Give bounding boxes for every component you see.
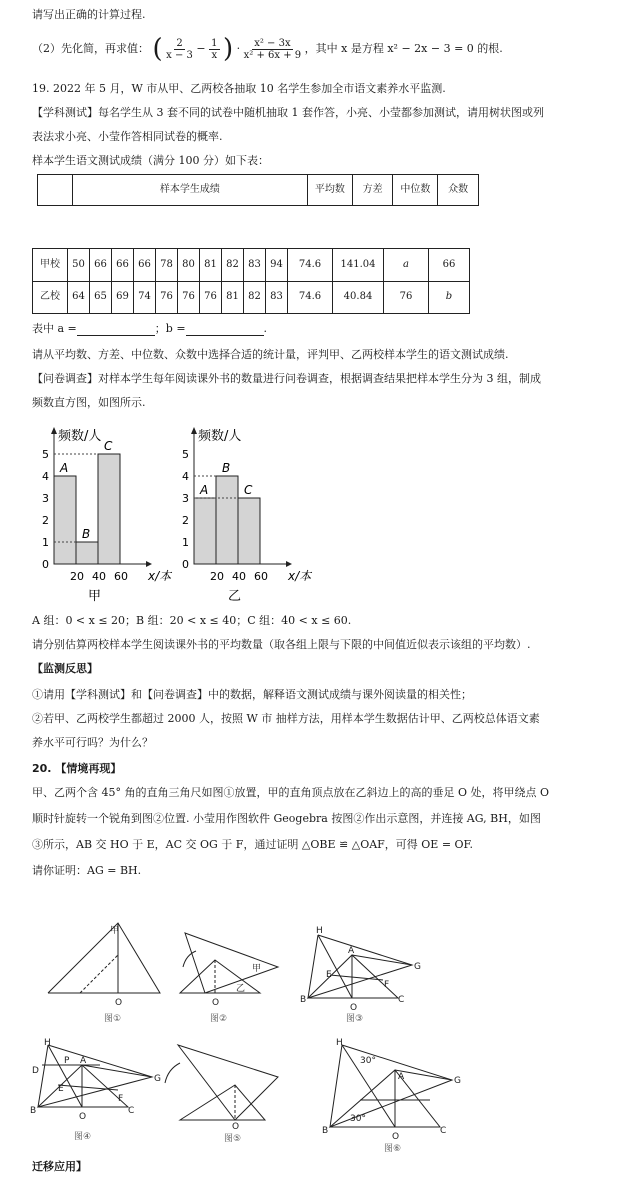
bar-label: A [60,461,69,475]
header-table [37,174,479,206]
q19-intro: 19. 2022 年 5 月，W 市从甲、乙两校各抽取 10 名学生参加全市语文素养水平监测. [32,82,446,95]
fraction-1: $\frac{2}{x - 3}$ [166,37,193,61]
q19-reflect-title: 【监测反思】 [32,662,98,675]
y-axis-label: 频数/人 [198,429,242,444]
figure-1 [48,923,160,993]
answer-blank-b[interactable] [186,325,264,336]
y-tick-label: 4 [42,470,49,483]
caption-fig4: 图④ [74,1132,92,1142]
y-tick-label: 2 [42,514,49,527]
bar-label: A [200,483,209,497]
fraction-3: $\frac{\text{x² − 3x}}{\text{x² + 6x + 9}}$ [243,37,302,61]
svg-text:O: O [350,1003,358,1013]
x-axis-arrow [146,561,152,567]
q19-groups-line: A 组：0 < x ≤ 20；B 组：20 < x ≤ 40；C 组：40 < x ≤ 60. [32,614,352,627]
svg-text:H: H [316,926,323,936]
minus-sign: − [196,42,206,55]
svg-text:O: O [232,1122,240,1132]
q20-line2: 顺时针旋转一个锐角到图②位置. 小莹用作图软件 Geogebra 按图②作出示意图，并连接 AG, BH，如图 [32,812,541,825]
y-axis-label: 频数/人 [58,429,102,444]
header-cell: 中位数 [393,175,438,206]
bar-label: C [244,483,253,497]
svg-text:G: G [454,1076,461,1086]
bar [238,498,260,564]
svg-text:E: E [58,1084,64,1094]
caption-fig1: 图① [104,1014,122,1024]
svg-text:E: E [326,970,332,980]
svg-text:D: D [32,1066,39,1076]
svg-text:H: H [336,1038,343,1048]
q19-reflect-1: ①请用【学科测试】和【问卷调查】中的数据，解释语文测试成绩与课外阅读量的相关性； [32,688,472,701]
y-tick-label: 3 [182,492,189,505]
bar [98,454,120,564]
y-tick-label: 4 [182,470,189,483]
x-tick-label: 20 [210,570,224,583]
caption-fig3: 图③ [346,1014,364,1024]
q19-reflect-2a: ②若甲、乙两校学生都超过 2000 人，按照 W 市 抽样方法，用样本学生数据估计甲、乙两校总体语文素 [32,712,540,725]
q20-line1: 甲、乙两个含 45° 角的直角三角尺如图①放置，甲的直角顶点放在乙斜边上的高的垂足 O 处，将甲绕点 O [32,786,550,799]
q19-test-line1: 【学科测试】每名学生从 3 套不同的试卷中随机抽取 1 套作答，小亮、小莹都参加测试，请用树状图或列 [32,106,544,119]
left-paren: ( [152,34,163,64]
svg-text:A: A [80,1056,87,1066]
caption-fig6: 图⑥ [384,1144,402,1154]
svg-text:B: B [30,1106,37,1116]
bar [54,476,76,564]
q19-survey-line1: 【问卷调查】对样本学生每年阅读课外书的数量进行问卷调查，根据调查结果把样本学生分为 3 组，制成 [32,372,541,385]
svg-text:C: C [398,995,405,1005]
x-tick-label: 40 [92,570,106,583]
caption-fig2: 图② [210,1014,228,1024]
q19-estimate-line: 请分别估算两校样本学生阅读课外书的平均数量（取各组上限与下限的中间值近似表示该组的平均数）. [32,638,531,651]
svg-text:A: A [348,946,355,956]
q20-title: 20. 【情境再现】 [32,762,122,775]
chart-title: 甲 [88,589,102,604]
svg-text:A: A [398,1072,405,1082]
svg-text:O: O [392,1132,400,1142]
y-tick-label: 0 [182,558,189,571]
bar [76,542,98,564]
x-tick-label: 40 [232,570,246,583]
x-axis-label: x/本 [148,569,172,583]
bar [194,498,216,564]
y-tick-label: 3 [42,492,49,505]
header-cell: 众数 [438,175,479,206]
answer-blank-a[interactable] [77,325,155,336]
geometry-figures [0,905,629,1155]
label-jia-fig2: 甲 [252,964,262,974]
svg-text:F: F [118,1094,124,1104]
blank-line: 表中 a = ；b = . [32,322,268,335]
q20-line4: 请你证明：AG = BH. [32,864,142,877]
top-line: 请写出正确的计算过程. [32,8,146,21]
q18-suffix: ，其中 x 是方程 x² − 2x − 3 = 0 的根. [304,42,503,55]
y-tick-label: 5 [182,448,189,461]
svg-text:B: B [322,1126,329,1136]
fraction-2: $\frac{1}{x}$ [211,37,218,61]
y-tick-label: 5 [42,448,49,461]
svg-text:H: H [44,1038,51,1048]
q19-test-line2: 表法求小亮、小莹作答相同试卷的概率. [32,130,223,143]
svg-text:G: G [154,1074,161,1084]
svg-text:O: O [79,1112,87,1122]
svg-text:C: C [440,1126,447,1136]
dot-sign: · [236,42,241,55]
histogram-yi [170,418,320,613]
header-cell [38,175,73,206]
q20-line3: ③所示，AB 交 HO 于 E，AC 交 OG 于 F，通过证明 △OBE ≌ △OAF，可得 OE = OF. [32,838,473,851]
bar-label: B [222,461,231,475]
x-axis-label: x/本 [288,569,312,583]
x-tick-label: 60 [254,570,268,583]
figure-3 [308,935,412,998]
svg-text:O: O [115,998,123,1008]
q19-survey-line2: 频数直方图，如图所示. [32,396,146,409]
svg-text:P: P [64,1056,70,1066]
scores-table [32,248,470,314]
caption-fig5: 图⑤ [224,1134,242,1144]
bar-label: C [104,439,113,453]
bar-label: B [82,527,91,541]
header-cell: 样本学生成绩 [72,175,307,206]
right-paren: ) [223,34,234,64]
table-row: 乙校 64 65 69 74 76 76 76 81 82 83 74.6 40.84 76 b [33,281,470,314]
bar [216,476,238,564]
figure-2 [180,933,278,993]
q19-eval-line: 请从平均数、方差、中位数、众数中选择合适的统计量，评判甲、乙两校样本学生的语文测试成绩. [32,348,509,361]
label-yi-fig2: 乙 [236,984,246,994]
histogram-jia [30,418,180,613]
chart-title: 乙 [228,589,242,604]
figure-4 [38,1045,152,1107]
y-tick-label: 0 [42,558,49,571]
table-row: 甲校 50 66 66 66 78 80 81 82 83 94 74.6 141.04 a 66 [33,249,470,282]
y-tick-label: 2 [182,514,189,527]
svg-text:B: B [300,995,307,1005]
figure-5 [165,1045,278,1120]
x-axis-arrow [286,561,292,567]
svg-text:C: C [128,1106,135,1116]
figure-6 [330,1045,452,1127]
angle-30-bottom: 30° [350,1114,366,1124]
x-tick-label: 60 [114,570,128,583]
y-tick-label: 1 [182,536,189,549]
svg-text:F: F [384,980,390,990]
angle-30-top: 30° [360,1056,376,1066]
y-axis-arrow [191,427,197,434]
q19-reflect-2b: 养水平可行吗？为什么？ [32,736,153,749]
svg-text:O: O [212,998,220,1008]
q18-part2 [32,36,503,62]
svg-text:G: G [414,962,421,972]
header-cell: 方差 [352,175,393,206]
label-jia-fig1: 甲 [110,926,120,936]
q18-prefix: （2）先化简，再求值： [32,42,149,55]
header-cell: 平均数 [307,175,352,206]
q19-table-caption: 样本学生语文测试成绩（满分 100 分）如下表： [32,154,269,167]
y-axis-arrow [51,427,57,434]
x-tick-label: 20 [70,570,84,583]
next-section-title: 迁移应用】 [32,1160,87,1173]
y-tick-label: 1 [42,536,49,549]
